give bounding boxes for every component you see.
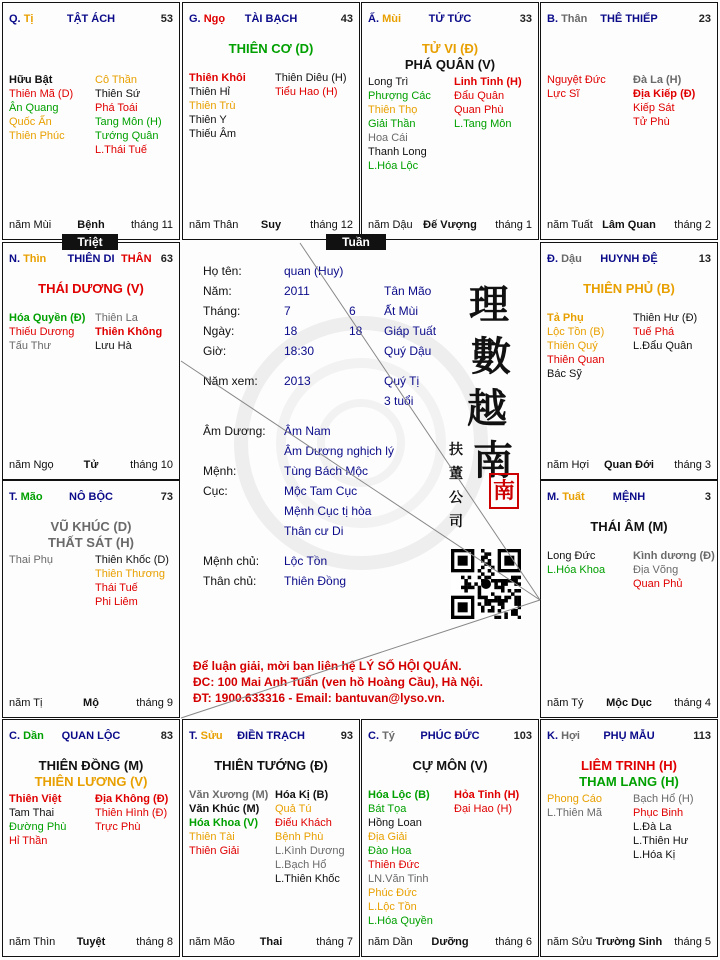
heavenly-stem: Đ. (547, 253, 558, 265)
minor-star: Lộc Tồn (B) (547, 326, 605, 338)
minor-star: Thiên Quan (547, 354, 605, 366)
palace-name: TỬ TỨC (428, 13, 472, 25)
value-nam-xem-can-chi: Quý Tị (384, 374, 420, 388)
earthly-branch: Tý (382, 730, 395, 742)
value-nam-can-chi: Tân Mão (384, 284, 432, 298)
minor-star: Hóa Quyền (Đ) (9, 312, 86, 324)
minor-star: L.Tang Môn (454, 118, 512, 130)
main-star: CỰ MÔN (V) (412, 758, 488, 773)
minor-star: LN.Văn Tinh (368, 873, 429, 885)
minor-star: Long Đức (547, 550, 596, 562)
value-nam-xem: 2013 (284, 374, 311, 388)
palace-month: tháng 3 (674, 459, 711, 471)
minor-star: L.Đà La (633, 821, 672, 833)
minor-star: L.Hóa Khoa (547, 564, 606, 576)
minor-star: Thái Tuế (95, 582, 138, 594)
value-cuc-2: Mệnh Cục tị hòa (284, 504, 372, 518)
palace-name: NÔ BỘC (69, 491, 113, 503)
minor-star: Nguyệt Đức (547, 74, 606, 86)
palace-name: PHÚC ĐỨC (420, 730, 480, 742)
palace-year: năm Dần (368, 936, 413, 948)
minor-star: Tang Môn (H) (95, 116, 162, 128)
palace-age: 83 (160, 730, 173, 742)
minor-star: Thiên Hình (Đ) (95, 807, 168, 819)
minor-star: Đại Hao (H) (454, 803, 513, 815)
minor-star: Thiên Trù (189, 100, 236, 112)
main-star: THÁI ÂM (M) (590, 519, 668, 534)
heavenly-stem: Q. (9, 13, 21, 25)
minor-star: Phúc Đức (368, 887, 417, 899)
palace-name: HUYNH ĐỆ (600, 253, 658, 265)
palace-month: tháng 10 (130, 459, 173, 471)
minor-star: Bác Sỹ (547, 368, 582, 380)
heavenly-stem: G. (189, 13, 201, 25)
label-thang: Tháng: (203, 304, 241, 318)
label-nam-xem: Năm xem: (203, 374, 258, 388)
life-stage: Quan Đới (604, 459, 654, 471)
palace-month: tháng 8 (136, 936, 173, 948)
minor-star: Đường Phù (9, 821, 67, 833)
palace-year: năm Thân (189, 219, 239, 231)
palace-age: 43 (340, 13, 353, 25)
minor-star: L.Thái Tuế (95, 144, 147, 156)
palace-month: tháng 4 (674, 697, 711, 709)
minor-star: Giải Thần (368, 118, 416, 130)
minor-star: Địa Giải (368, 831, 408, 843)
minor-star: L.Bạch Hổ (275, 859, 327, 871)
earthly-branch: Thìn (23, 253, 47, 265)
minor-star: Hoa Cái (368, 132, 408, 144)
palace-month: tháng 1 (495, 219, 532, 231)
minor-star: Ân Quang (9, 102, 59, 114)
heavenly-stem: M. (547, 491, 560, 503)
minor-star: Điếu Khách (275, 817, 332, 829)
life-stage: Đế Vượng (423, 219, 477, 231)
side-char-3: 公 (449, 490, 463, 506)
main-star: THIÊN CƠ (D) (228, 41, 314, 56)
minor-star: Thiên Không (95, 326, 163, 338)
minor-star: L.Đẩu Quân (633, 340, 693, 352)
minor-star: Thiên Hỉ (189, 86, 230, 98)
minor-star: Bệnh Phù (275, 831, 324, 843)
palace-name: TẬT ÁCH (66, 13, 116, 25)
life-stage: Mộc Dục (606, 697, 652, 709)
than-marker: THÂN (121, 253, 152, 265)
value-gio: 18:30 (284, 344, 315, 358)
label-ngay: Ngày: (203, 324, 235, 338)
life-stage: Tử (83, 459, 99, 471)
label-ho-ten: Họ tên: (203, 264, 242, 278)
earthly-branch: Hợi (561, 730, 580, 742)
palace-month: tháng 9 (136, 697, 173, 709)
palace-age: 63 (160, 253, 173, 265)
value-thang: 7 (284, 304, 291, 318)
palace-name: PHỤ MẪU (603, 730, 655, 742)
minor-star: Thiên Sứ (95, 88, 141, 100)
minor-star: Tả Phụ (547, 312, 584, 324)
label-menh: Mệnh: (203, 464, 237, 478)
earthly-branch: Tuất (562, 491, 585, 503)
minor-star: Thiên Quý (547, 340, 598, 352)
minor-star: Thiếu Dương (9, 326, 75, 338)
palace-month: tháng 11 (130, 219, 173, 231)
palace-month: tháng 2 (674, 219, 711, 231)
minor-star: Tướng Quân (95, 130, 159, 142)
palace-year: năm Tý (547, 697, 584, 709)
minor-star: Quan Phù (454, 104, 504, 116)
value-ho-ten: quan (Huy) (284, 264, 344, 278)
palace-year: năm Dậu (368, 219, 413, 231)
value-tuoi: 3 tuổi (384, 394, 414, 408)
contact-line-1: Để luận giải, mời bạn liên hệ LÝ SỐ HỘI QUÁN. (193, 659, 462, 673)
value-menh: Tùng Bách Mộc (284, 464, 369, 478)
palace-age: 23 (698, 13, 711, 25)
minor-star: Địa Không (Đ) (95, 793, 169, 805)
value-am-duong: Âm Nam (284, 424, 331, 438)
minor-star: L.Kình Dương (275, 845, 345, 857)
minor-star: Thiên Việt (9, 793, 62, 805)
minor-star: L.Hóa Quyền (368, 915, 433, 927)
main-star: THÁI DƯƠNG (V) (38, 281, 144, 296)
heavenly-stem: N. (9, 253, 20, 265)
side-char-1: 扶 (449, 442, 463, 458)
life-stage: Mộ (83, 697, 99, 709)
tuan-tag: Tuần (326, 234, 386, 250)
minor-star: Văn Khúc (M) (189, 803, 260, 815)
palace-age: 113 (693, 730, 711, 742)
minor-star: Thiên Giải (189, 845, 240, 857)
earthly-branch: Ngọ (203, 13, 226, 25)
calligraphy-char-1: 理 (469, 281, 509, 328)
minor-star: Phá Toái (95, 102, 138, 114)
minor-star: Tam Thai (9, 807, 55, 819)
minor-star: Thiên Hư (Đ) (633, 312, 698, 324)
palace-year: năm Tuất (547, 219, 593, 231)
palace-name: ĐIỀN TRẠCH (237, 730, 305, 742)
heavenly-stem: T. (9, 491, 18, 503)
main-star: THIÊN LƯƠNG (V) (34, 774, 148, 789)
palace-year: năm Tị (9, 697, 43, 709)
value-cuc: Mộc Tam Cục (284, 484, 358, 498)
palace-year: năm Ngọ (9, 459, 54, 471)
label-nam: Năm: (203, 284, 232, 298)
minor-star: Địa Võng (633, 564, 679, 576)
minor-star: Cô Thần (95, 74, 137, 86)
minor-star: Đẩu Quân (454, 90, 505, 102)
value-thang-am-lich: 6 (349, 304, 356, 318)
value-ngay-am-lich: 18 (349, 324, 363, 338)
heavenly-stem: T. (189, 730, 198, 742)
earthly-branch: Dần (23, 730, 44, 742)
minor-star: Phi Liêm (95, 596, 138, 608)
value-am-duong-2: Âm Dương nghịch lý (284, 444, 394, 458)
main-star: THIÊN TƯỚNG (Đ) (214, 758, 328, 773)
palace-name: THÊ THIẾP (600, 13, 658, 25)
value-ngay: 18 (284, 324, 298, 338)
minor-star: Địa Kiếp (Đ) (633, 88, 696, 100)
palace-age: 33 (519, 13, 532, 25)
seal-text: 南 (492, 478, 515, 504)
palace-age: 93 (340, 730, 353, 742)
palace-year: năm Mão (189, 936, 235, 948)
palace-age: 3 (704, 491, 711, 503)
minor-star: L.Thiên Khốc (275, 873, 340, 885)
life-stage: Lâm Quan (602, 219, 656, 231)
life-stage: Tuyệt (76, 936, 106, 948)
palace-name: MỆNH (612, 491, 646, 503)
minor-star: Thiên Mã (D) (9, 88, 74, 100)
heavenly-stem: K. (547, 730, 558, 742)
side-char-2: 董 (449, 466, 463, 482)
minor-star: Lưu Hà (95, 340, 132, 352)
minor-star: Quả Tú (275, 803, 312, 815)
palace-month: tháng 12 (310, 219, 353, 231)
minor-star: Hỉ Thần (9, 835, 48, 847)
minor-star: Tiểu Hao (H) (275, 86, 338, 98)
palace-year: năm Thìn (9, 936, 56, 948)
palace-age: 13 (698, 253, 711, 265)
palace-year: năm Mùi (9, 219, 52, 231)
value-cuc-3: Thân cư Di (284, 524, 344, 538)
earthly-branch: Mùi (382, 13, 402, 25)
minor-star: Hồng Loan (368, 817, 422, 829)
minor-star: Thiên Khôi (189, 72, 246, 84)
calligraphy-char-2: 數 (471, 333, 511, 380)
life-stage: Trường Sinh (595, 936, 663, 948)
minor-star: Tử Phù (633, 116, 670, 128)
label-than-chu: Thân chủ: (203, 574, 257, 588)
palace-name: QUAN LỘC (61, 730, 121, 742)
minor-star: Tấu Thư (9, 340, 52, 352)
palace-name: TÀI BẠCH (244, 13, 298, 25)
minor-star: Kiếp Sát (633, 102, 675, 114)
minor-star: Thiên La (95, 312, 138, 324)
minor-star: Hỏa Tinh (H) (454, 789, 520, 801)
life-stage: Bệnh (77, 219, 105, 231)
contact-email-line[interactable]: ĐT: 1900.633316 - Email: bantuvan@lyso.vn. (193, 691, 445, 705)
palace-name: THIÊN DI (67, 253, 115, 265)
main-star: LIÊM TRINH (H) (580, 758, 678, 773)
main-star: THẤT SÁT (H) (48, 535, 134, 550)
minor-star: Thiếu Âm (189, 128, 237, 140)
heavenly-stem: Ấ. (368, 13, 379, 25)
main-star: THAM LANG (H) (579, 774, 679, 789)
main-star: VŨ KHÚC (D) (50, 519, 132, 534)
calligraphy-char-4: 南 (473, 437, 513, 484)
minor-star: Long Trì (368, 76, 409, 88)
minor-star: Thiên Phúc (9, 130, 65, 142)
main-star: THIÊN PHỦ (B) (583, 281, 675, 296)
minor-star: Trực Phù (95, 821, 141, 833)
earthly-branch: Thân (561, 13, 588, 25)
value-gio-can-chi: Quý Dậu (384, 344, 432, 358)
earthly-branch: Mão (20, 491, 43, 503)
minor-star: Hữu Bật (9, 74, 53, 86)
minor-star: Tuế Phá (633, 326, 675, 338)
main-star: TỬ VI (Đ) (421, 41, 479, 56)
main-star: THIÊN ĐỒNG (M) (38, 758, 144, 773)
minor-star: Hóa Khoa (V) (189, 817, 259, 829)
palace-month: tháng 5 (674, 936, 711, 948)
palace-age: 73 (160, 491, 173, 503)
minor-star: Thai Phụ (9, 554, 54, 566)
label-gio: Giờ: (203, 344, 227, 358)
earthly-branch: Sửu (200, 730, 223, 742)
label-cuc: Cục: (203, 484, 228, 498)
minor-star: Thanh Long (368, 146, 427, 158)
minor-star: Kình dương (Đ) (633, 550, 715, 562)
minor-star: Hóa Kị (B) (275, 789, 329, 801)
label-menh-chu: Mệnh chủ: (203, 554, 260, 568)
side-char-4: 司 (449, 514, 463, 530)
life-stage: Dưỡng (431, 936, 469, 948)
contact-line-2: ĐC: 100 Mai Anh Tuấn (ven hồ Hoàng Cầu), Hà Nội. (193, 675, 484, 689)
value-ngay-can-chi: Giáp Tuất (384, 324, 437, 338)
value-thang-can-chi: Ất Mùi (384, 304, 419, 318)
minor-star: L.Hóa Kị (633, 849, 676, 861)
minor-star: Hóa Lộc (B) (368, 789, 430, 801)
heavenly-stem: C. (368, 730, 379, 742)
life-stage: Suy (260, 219, 282, 231)
minor-star: Thiên Đức (368, 859, 420, 871)
minor-star: Phục Binh (633, 807, 684, 819)
minor-star: L.Hóa Lộc (368, 160, 419, 172)
minor-star: Bạch Hổ (H) (633, 793, 694, 805)
palace-year: năm Sửu (547, 936, 593, 948)
life-stage: Thai (259, 936, 283, 948)
label-am-duong: Âm Dương: (203, 424, 266, 438)
minor-star: Lực Sĩ (547, 88, 580, 100)
minor-star: Linh Tinh (H) (454, 76, 522, 88)
minor-star: Quan Phủ (633, 578, 683, 590)
palace-month: tháng 6 (495, 936, 532, 948)
triet-tag: Triệt (62, 234, 118, 250)
value-nam: 2011 (284, 284, 310, 298)
palace-month: tháng 7 (316, 936, 353, 948)
minor-star: Thiên Diêu (H) (275, 72, 347, 84)
minor-star: Đào Hoa (368, 845, 412, 857)
minor-star: Thiên Khốc (D) (95, 554, 169, 566)
minor-star: Thiên Thọ (368, 104, 418, 116)
heavenly-stem: B. (547, 13, 558, 25)
minor-star: Quốc Ấn (9, 116, 52, 128)
minor-star: Thiên Tài (189, 831, 235, 843)
minor-star: Phượng Các (368, 90, 431, 102)
minor-star: L.Thiên Mã (547, 807, 603, 819)
minor-star: Văn Xương (M) (189, 789, 269, 801)
calligraphy-char-3: 越 (467, 385, 507, 432)
earthly-branch: Tị (23, 13, 34, 25)
heavenly-stem: C. (9, 730, 20, 742)
value-than-chu: Thiên Đồng (284, 574, 347, 588)
minor-star: L.Lộc Tồn (368, 901, 417, 913)
minor-star: Phong Cáo (547, 793, 603, 805)
minor-star: Bát Tọa (368, 803, 407, 815)
palace-age: 103 (513, 730, 532, 742)
earthly-branch: Dậu (561, 253, 582, 265)
minor-star: Thiên Thương (95, 568, 166, 580)
minor-star: Đà La (H) (633, 74, 682, 86)
main-star: PHÁ QUÂN (V) (404, 57, 496, 72)
minor-star: L.Thiên Hư (633, 835, 689, 847)
value-menh-chu: Lộc Tồn (284, 554, 328, 568)
minor-star: Thiên Y (189, 114, 227, 126)
palace-year: năm Hợi (547, 459, 590, 471)
palace-age: 53 (160, 13, 173, 25)
